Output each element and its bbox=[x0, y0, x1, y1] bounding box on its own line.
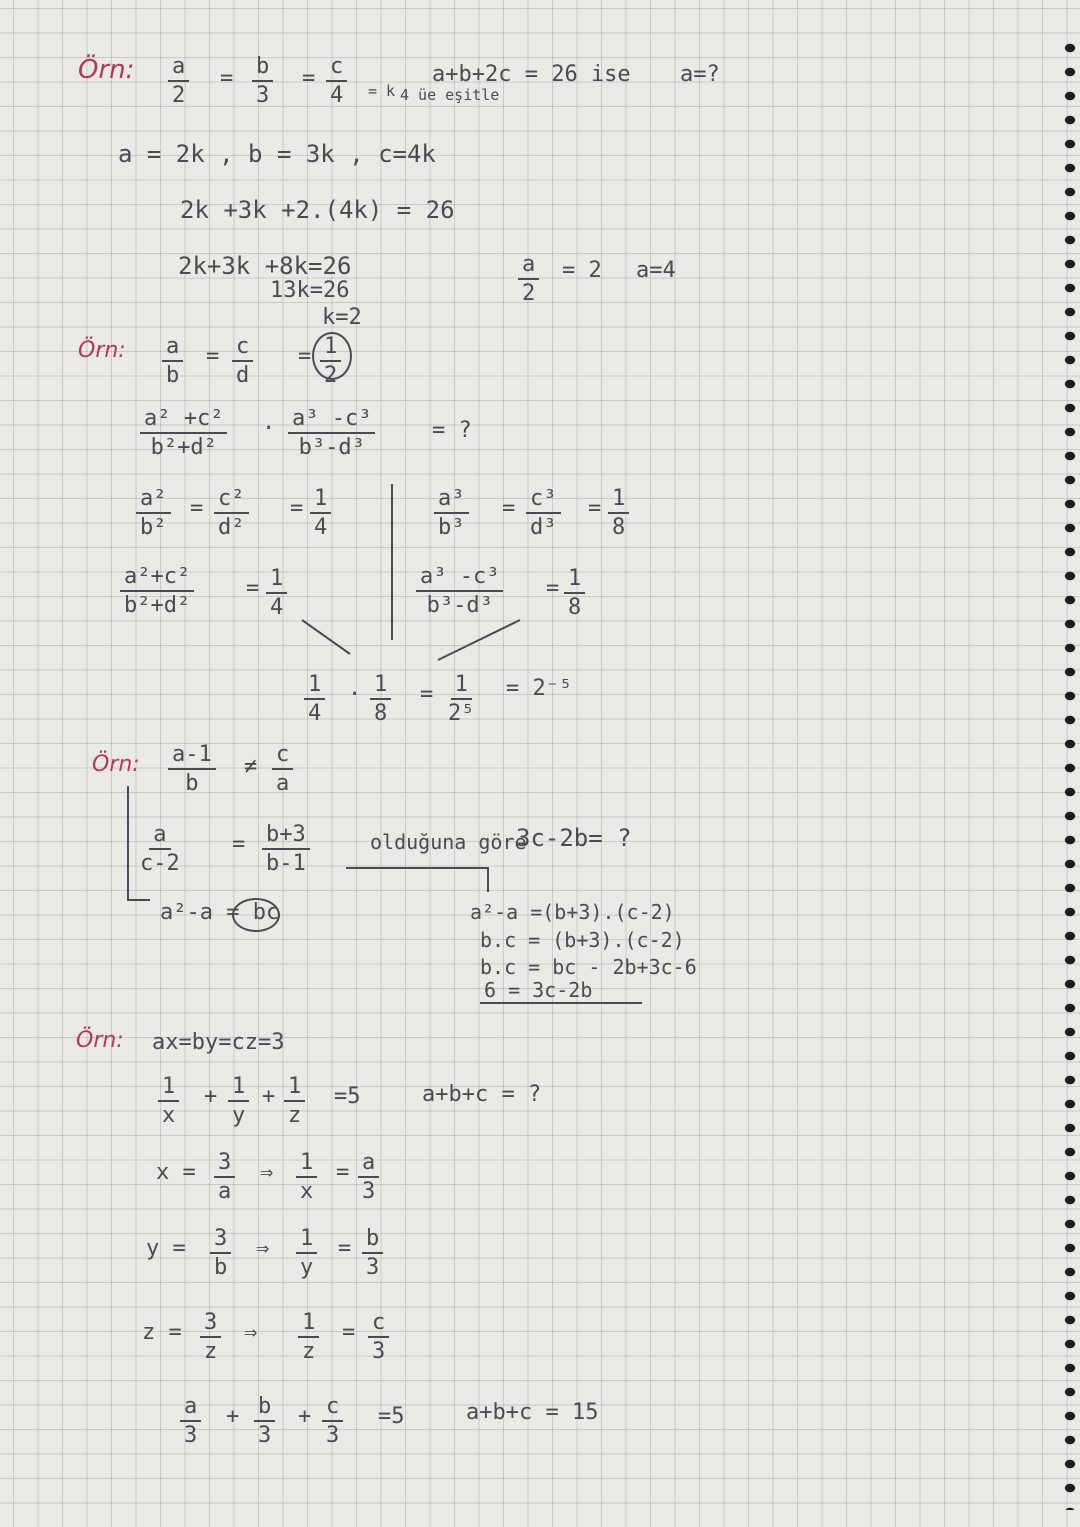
arrow-right bbox=[438, 620, 520, 660]
p4-x-recip-num: 1 bbox=[296, 1150, 317, 1178]
p2-prod-2-num: 1 bbox=[370, 672, 391, 700]
p2-ratio-num: 1 bbox=[320, 334, 341, 362]
p1-line2: 2k +3k +2.(4k) = 26 bbox=[180, 196, 455, 224]
p4-z-res-den: 3 bbox=[372, 1339, 386, 1364]
p3-question: 3c-2b= ? bbox=[516, 824, 632, 852]
p4-final-1-den: 3 bbox=[184, 1423, 198, 1448]
p4-y-recip-den: y bbox=[300, 1255, 314, 1280]
p3-arrow bbox=[346, 868, 488, 892]
p4-final-3-num: c bbox=[322, 1394, 343, 1422]
p1-note: 4 üe eşitle bbox=[400, 86, 500, 104]
p2-sq-left-den: b² bbox=[140, 515, 167, 540]
p3-r3: b.c = bc - 2b+3c-6 bbox=[480, 955, 697, 979]
p2-sum-sq-eq: = bbox=[246, 576, 260, 601]
p2-prod-2-den: 8 bbox=[374, 701, 388, 726]
p3-neq: ≠ bbox=[244, 754, 258, 779]
problem-1-label: Örn: bbox=[78, 55, 135, 85]
p4-z-frac-den: z bbox=[204, 1339, 218, 1364]
p1-frac-c-num: c bbox=[326, 54, 347, 82]
p4-z-imp: ⇒ bbox=[244, 1320, 258, 1345]
p1-line1: a = 2k , b = 3k , c=4k bbox=[118, 140, 436, 168]
p1-eq-1: = bbox=[220, 66, 234, 91]
p4-y-eq: = bbox=[338, 1236, 352, 1261]
p2-cb-left-den: b³ bbox=[438, 515, 465, 540]
p4-x-imp: ⇒ bbox=[260, 1160, 274, 1185]
p2-expr1-den: b²+d² bbox=[150, 435, 217, 460]
p2-sq-res-num: 1 bbox=[310, 486, 331, 514]
p1-result-eq: = 2 bbox=[562, 258, 602, 283]
p2-question: = ? bbox=[432, 418, 472, 443]
p4-y-imp: ⇒ bbox=[256, 1236, 270, 1261]
p2-sq-res-den: 4 bbox=[314, 515, 328, 540]
p4-plus-2: + bbox=[262, 1084, 276, 1109]
p4-final-2-num: b bbox=[254, 1394, 275, 1422]
p3-frac-1-num: a-1 bbox=[168, 742, 216, 770]
p4-y-res-num: b bbox=[362, 1226, 383, 1254]
p4-final-eq: =5 bbox=[378, 1404, 405, 1429]
p2-diff-cb-den: b³-d³ bbox=[426, 593, 493, 618]
p4-final-plus-1: + bbox=[226, 1404, 240, 1429]
p3-frac-4-num: b+3 bbox=[262, 822, 310, 850]
p3-frac-3-den: c-2 bbox=[140, 851, 180, 876]
p2-sq-mid-num: c² bbox=[214, 486, 249, 514]
p2-eq-1: = bbox=[206, 344, 220, 369]
p1-frac-a-den: 2 bbox=[172, 83, 186, 108]
p1-line3: 2k+3k +8k=26 bbox=[178, 252, 352, 280]
p1-line5: k=2 bbox=[322, 305, 362, 330]
p1-result-answer: a=4 bbox=[636, 258, 676, 283]
p3-r2: b.c = (b+3).(c-2) bbox=[480, 928, 685, 952]
p4-final-1-num: a bbox=[180, 1394, 201, 1422]
p4-x-res-den: 3 bbox=[362, 1179, 376, 1204]
p1-frac-a-num: a bbox=[168, 54, 189, 82]
p4-y-frac-num: 3 bbox=[210, 1226, 231, 1254]
p3-frac-3-num: a bbox=[149, 822, 170, 850]
arrow-left bbox=[302, 620, 350, 654]
p1-line4: 13k=26 bbox=[270, 278, 350, 303]
p2-expr1-num: a² +c² bbox=[140, 406, 227, 434]
p2-prod-3-num: 1 bbox=[451, 672, 472, 700]
p4-plus-1: + bbox=[204, 1084, 218, 1109]
problem-4-label: Örn: bbox=[76, 1028, 124, 1053]
p2-sum-sq-res-num: 1 bbox=[266, 566, 287, 594]
p1-frac-c-den: 4 bbox=[330, 83, 344, 108]
p1-condition: a+b+2c = 26 ise bbox=[432, 62, 631, 87]
p4-z-res-num: c bbox=[368, 1310, 389, 1338]
p2-diff-cb-eq: = bbox=[546, 576, 560, 601]
p4-sum-2-num: 1 bbox=[228, 1074, 249, 1102]
p2-prod-eq: = bbox=[420, 682, 434, 707]
p2-sq-eq2: = bbox=[290, 496, 304, 521]
p2-frac-cd-num: c bbox=[232, 334, 253, 362]
p4-z-eq: = bbox=[342, 1320, 356, 1345]
p2-eq-2: = bbox=[298, 344, 312, 369]
p2-cb-left-num: a³ bbox=[434, 486, 469, 514]
p2-expr2-num: a³ -c³ bbox=[288, 406, 375, 434]
p1-result-den: 2 bbox=[522, 281, 536, 306]
p2-diff-cb-res-den: 8 bbox=[568, 595, 582, 620]
p2-prod-1-num: 1 bbox=[304, 672, 325, 700]
p4-y-recip-num: 1 bbox=[296, 1226, 317, 1254]
p3-frac-4-den: b-1 bbox=[266, 851, 306, 876]
p2-sq-left-num: a² bbox=[136, 486, 171, 514]
p4-final-plus-2: + bbox=[298, 1404, 312, 1429]
p2-frac-cd-den: d bbox=[236, 363, 250, 388]
p2-diff-cb-num: a³ -c³ bbox=[416, 564, 503, 592]
p4-final-2-den: 3 bbox=[258, 1423, 272, 1448]
p4-sum-eq: =5 bbox=[334, 1084, 361, 1109]
p4-z-recip-den: z bbox=[302, 1339, 316, 1364]
p2-prod-1-den: 4 bbox=[308, 701, 322, 726]
p2-frac-ab-den: b bbox=[166, 363, 180, 388]
p2-sum-sq-res-den: 4 bbox=[270, 595, 284, 620]
p2-cb-mid-num: c³ bbox=[526, 486, 561, 514]
p2-sum-sq-num: a²+c² bbox=[120, 564, 194, 592]
p4-given: ax=by=cz=3 bbox=[152, 1030, 285, 1055]
p2-sum-sq-den: b²+d² bbox=[124, 593, 191, 618]
p4-x-frac-num: 3 bbox=[214, 1150, 235, 1178]
p2-diff-cb-res-num: 1 bbox=[564, 566, 585, 594]
p4-x-recip-den: x bbox=[300, 1179, 314, 1204]
p4-final-3-den: 3 bbox=[326, 1423, 340, 1448]
p4-y-res-den: 3 bbox=[366, 1255, 380, 1280]
p2-sq-mid-den: d² bbox=[218, 515, 245, 540]
problem-2-label: Örn: bbox=[78, 338, 126, 363]
p2-expr2-den: b³-d³ bbox=[298, 435, 365, 460]
p3-eq: = bbox=[232, 832, 246, 857]
p3-step1: a²-a = bc bbox=[160, 900, 280, 925]
p1-result-num: a bbox=[518, 252, 539, 280]
p4-x-lhs: x = bbox=[156, 1160, 196, 1185]
p3-given: olduğuna göre bbox=[370, 830, 527, 854]
p2-cb-res-den: 8 bbox=[612, 515, 626, 540]
p3-r4: 6 = 3c-2b bbox=[484, 978, 593, 1002]
p2-prod-dot: · bbox=[348, 682, 362, 707]
p2-dot: · bbox=[262, 416, 276, 441]
p3-frac-2-den: a bbox=[276, 771, 290, 796]
p1-frac-b-num: b bbox=[252, 54, 273, 82]
p4-sum-1-den: x bbox=[162, 1103, 176, 1128]
p4-y-lhs: y = bbox=[146, 1236, 186, 1261]
p2-cb-eq2: = bbox=[588, 496, 602, 521]
p2-cb-eq1: = bbox=[502, 496, 516, 521]
p2-sq-eq1: = bbox=[190, 496, 204, 521]
p4-question: a+b+c = ? bbox=[422, 1082, 542, 1107]
p1-eq-k: = k bbox=[368, 82, 396, 100]
problem-3-label: Örn: bbox=[92, 752, 140, 777]
p4-y-frac-den: b bbox=[214, 1255, 228, 1280]
p2-cb-mid-den: d³ bbox=[530, 515, 557, 540]
p3-r1: a²-a =(b+3).(c-2) bbox=[470, 900, 675, 924]
p4-sum-3-num: 1 bbox=[284, 1074, 305, 1102]
p4-sum-3-den: z bbox=[288, 1103, 302, 1128]
p4-sum-1-num: 1 bbox=[158, 1074, 179, 1102]
p2-prod-3-den: 2⁵ bbox=[448, 701, 475, 726]
p4-x-res-num: a bbox=[358, 1150, 379, 1178]
p4-z-recip-num: 1 bbox=[298, 1310, 319, 1338]
p4-z-frac-num: 3 bbox=[200, 1310, 221, 1338]
p3-frac-1-den: b bbox=[185, 771, 199, 796]
p1-question: a=? bbox=[680, 62, 720, 87]
p2-final: = 2⁻⁵ bbox=[506, 676, 573, 701]
p4-sum-2-den: y bbox=[232, 1103, 246, 1128]
p4-x-frac-den: a bbox=[218, 1179, 232, 1204]
p3-frac-2-num: c bbox=[272, 742, 293, 770]
p2-ratio-den: 2 bbox=[324, 363, 338, 388]
p4-z-lhs: z = bbox=[142, 1320, 182, 1345]
p1-eq-2: = bbox=[302, 66, 316, 91]
p3-bracket bbox=[128, 786, 150, 900]
p4-x-eq: = bbox=[336, 1160, 350, 1185]
p2-frac-ab-num: a bbox=[162, 334, 183, 362]
p4-answer: a+b+c = 15 bbox=[466, 1400, 599, 1425]
p1-frac-b-den: 3 bbox=[256, 83, 270, 108]
p2-cb-res-num: 1 bbox=[608, 486, 629, 514]
